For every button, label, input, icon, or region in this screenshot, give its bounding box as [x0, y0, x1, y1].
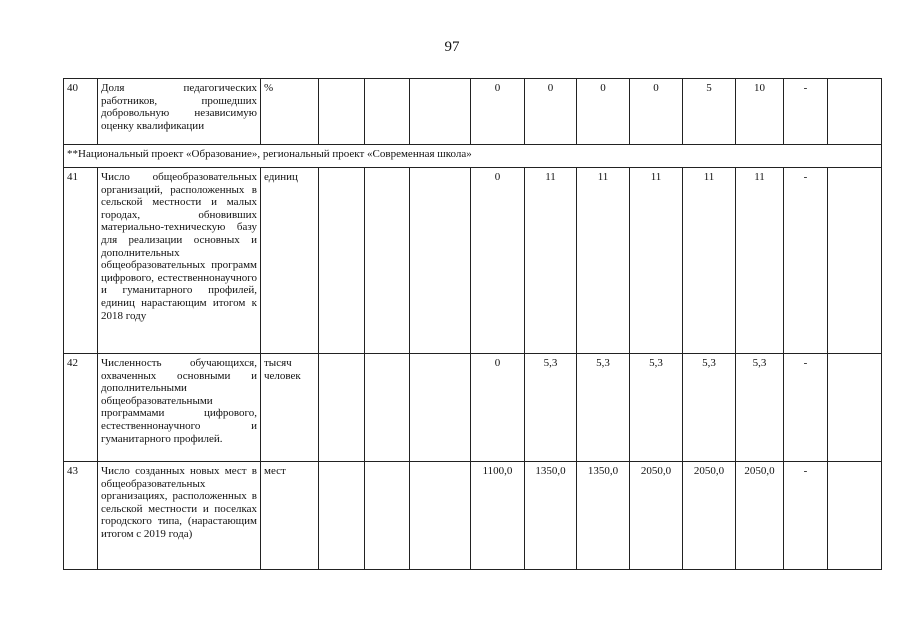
empty-cell: [828, 79, 882, 145]
empty-cell: [319, 168, 365, 354]
indicator-name: Доля педагогических работников, прошедших добровольную независимую оценку квалификации: [98, 79, 261, 145]
empty-cell: [410, 79, 471, 145]
value-cell: 0: [471, 79, 525, 145]
value-cell: 2050,0: [683, 462, 736, 570]
value-cell: 0: [525, 79, 577, 145]
value-cell: 5,3: [683, 354, 736, 462]
row-number: 43: [64, 462, 98, 570]
value-cell: 11: [630, 168, 683, 354]
value-cell: 0: [630, 79, 683, 145]
value-cell: 2050,0: [630, 462, 683, 570]
dash-cell: -: [784, 354, 828, 462]
value-cell: 2050,0: [736, 462, 784, 570]
table-row: [64, 79, 882, 145]
dash-cell: -: [784, 462, 828, 570]
unit-cell: %: [261, 79, 319, 145]
value-cell: 5: [683, 79, 736, 145]
table-row: [64, 462, 882, 570]
empty-cell: [828, 354, 882, 462]
indicators-table: [63, 78, 882, 570]
value-cell: 11: [683, 168, 736, 354]
value-cell: 11: [736, 168, 784, 354]
empty-cell: [365, 168, 410, 354]
value-cell: 0: [577, 79, 630, 145]
value-cell: 1350,0: [577, 462, 630, 570]
section-title: **Национальный проект «Образование», региональный проект «Современная школа»: [64, 145, 882, 168]
value-cell: 5,3: [736, 354, 784, 462]
indicator-name: Число общеобразовательных организаций, расположенных в сельской местности и малых городах, обновивших материально-техническую базу для реализации основных и дополнительных общеобразовательных программ цифрового, естественнонаучного и гуманитарного профилей, единиц нарастающим итогом к 2018 году: [98, 168, 261, 354]
unit-cell: единиц: [261, 168, 319, 354]
table-row: [64, 168, 882, 354]
indicator-name: Число созданных новых мест в общеобразовательных организациях, расположенных в сельской местности и поселках городского типа, (нарастающим итогом с 2019 года): [98, 462, 261, 570]
empty-cell: [410, 462, 471, 570]
value-cell: 10: [736, 79, 784, 145]
empty-cell: [828, 168, 882, 354]
section-row: [64, 145, 882, 168]
value-cell: 1100,0: [471, 462, 525, 570]
value-cell: 11: [525, 168, 577, 354]
table-row: [64, 354, 882, 462]
value-cell: 1350,0: [525, 462, 577, 570]
indicator-name: Численность обучающихся, охваченных основными и дополнительными общеобразовательными программами цифрового, естественнонаучного и гуманитарного профилей.: [98, 354, 261, 462]
empty-cell: [319, 354, 365, 462]
empty-cell: [365, 462, 410, 570]
empty-cell: [410, 354, 471, 462]
dash-cell: -: [784, 168, 828, 354]
row-number: 41: [64, 168, 98, 354]
value-cell: 5,3: [525, 354, 577, 462]
dash-cell: -: [784, 79, 828, 145]
unit-cell: тысяч человек: [261, 354, 319, 462]
value-cell: 0: [471, 354, 525, 462]
unit-cell: мест: [261, 462, 319, 570]
empty-cell: [365, 354, 410, 462]
value-cell: 5,3: [630, 354, 683, 462]
empty-cell: [319, 79, 365, 145]
row-number: 42: [64, 354, 98, 462]
empty-cell: [410, 168, 471, 354]
value-cell: 11: [577, 168, 630, 354]
empty-cell: [365, 79, 410, 145]
row-number: 40: [64, 79, 98, 145]
empty-cell: [828, 462, 882, 570]
value-cell: 5,3: [577, 354, 630, 462]
value-cell: 0: [471, 168, 525, 354]
empty-cell: [319, 462, 365, 570]
page-number: 97: [444, 39, 460, 55]
